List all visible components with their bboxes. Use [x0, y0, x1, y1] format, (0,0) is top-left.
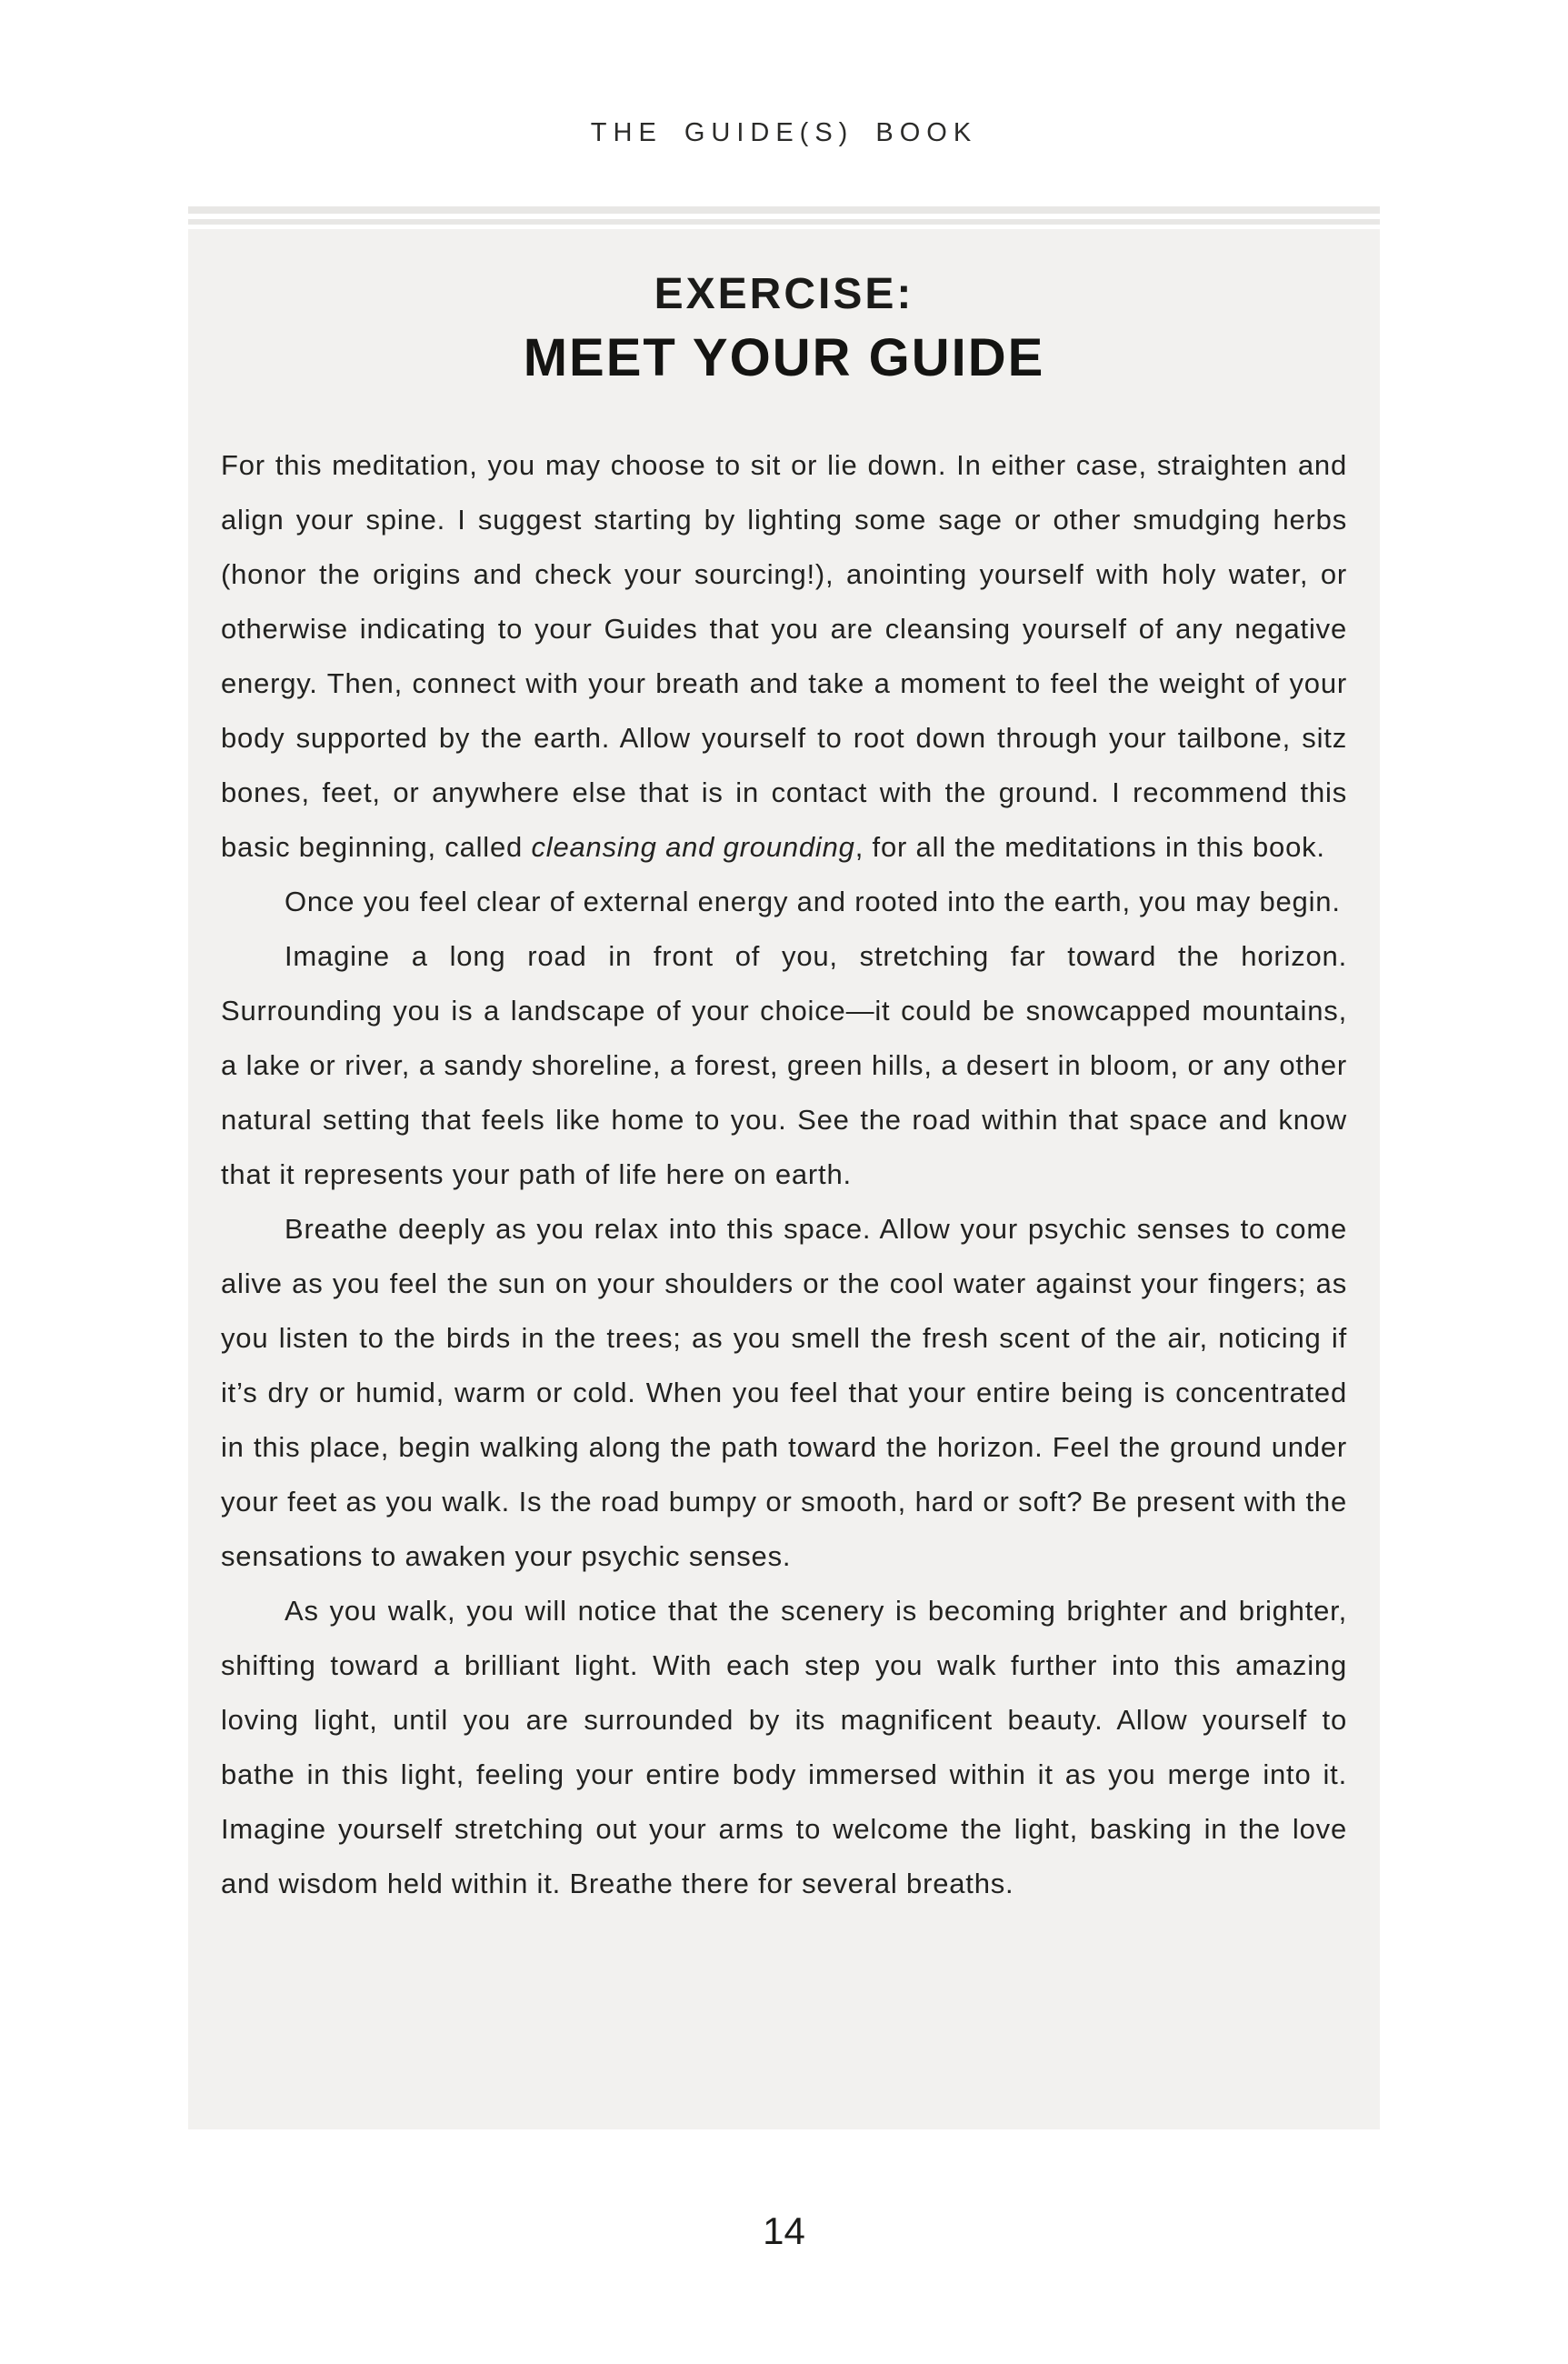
exercise-box [188, 206, 1380, 2129]
decorative-stripe-bottom [188, 219, 1380, 225]
italic-phrase: cleansing and grounding [531, 830, 855, 863]
paragraph-1 [221, 438, 1347, 875]
exercise-panel [188, 229, 1380, 2129]
paragraph-3: Imagine a long road in front of you, stretching far toward the horizon. Surrounding you is a landscape of your choice—it could be snowcapped mountains, a lake or river, a sandy shoreline, a forest, green hills, a desert in bloom, or any other natural setting that feels like home to you. See the road within that space and know that it represents your path of life here on earth. [221, 939, 1347, 1190]
paragraph-1-text-end: , for all the meditations in this book. [854, 830, 1325, 863]
page-number: 14 [763, 2209, 805, 2252]
exercise-kicker: EXERCISE: [654, 270, 914, 318]
exercise-text [221, 438, 1347, 1911]
paragraph-2: Once you feel clear of external energy and rooted into the earth, you may begin. [285, 885, 1341, 917]
decorative-stripe-top [188, 206, 1380, 214]
paragraph-4: Breathe deeply as you relax into this space. Allow your psychic senses to come alive as you feel the sun on your shoulders or the cool water against your fingers; as you listen to the birds in the trees; as you smell the fresh scent of the air, noticing if it’s dry or humid, warm or cold. When you feel that your entire being is concentrated in this place, begin walking along the path toward the horizon. Feel the ground under your feet as you walk. Is the road bumpy or smooth, hard or soft? Be present with the sensations to awaken your psychic senses. [221, 1212, 1347, 1572]
running-head: THE GUIDE(S) BOOK [590, 118, 978, 147]
paragraph-1-text: For this meditation, you may choose to sit or lie down. In either case, straighten and align your spine. I suggest starting by lighting some sage or other smudging herbs (honor the origins and check your sourcing!), anointing yourself with holy water, or otherwise indicating to your Guides that you are cleansing yourself of any negative energy. Then, connect with your breath and take a moment to feel the weight of your body supported by the earth. Allow yourself to root down through your tailbone, sitz bones, feet, or anywhere else that is in contact with the ground. I recommend this basic beginning, called [221, 448, 1347, 863]
exercise-title: MEET YOUR GUIDE [523, 328, 1045, 388]
paragraph-5: As you walk, you will notice that the scenery is becoming brighter and brighter, shifting toward a brilliant light. With each step you walk further into this amazing loving light, until you are surrounded by its magnificent beauty. Allow yourself to bathe in this light, feeling your entire body immersed within it as you merge into it. Imagine yourself stretching out your arms to welcome the light, basking in the love and wisdom held within it. Breathe there for several breaths. [221, 1594, 1347, 1899]
